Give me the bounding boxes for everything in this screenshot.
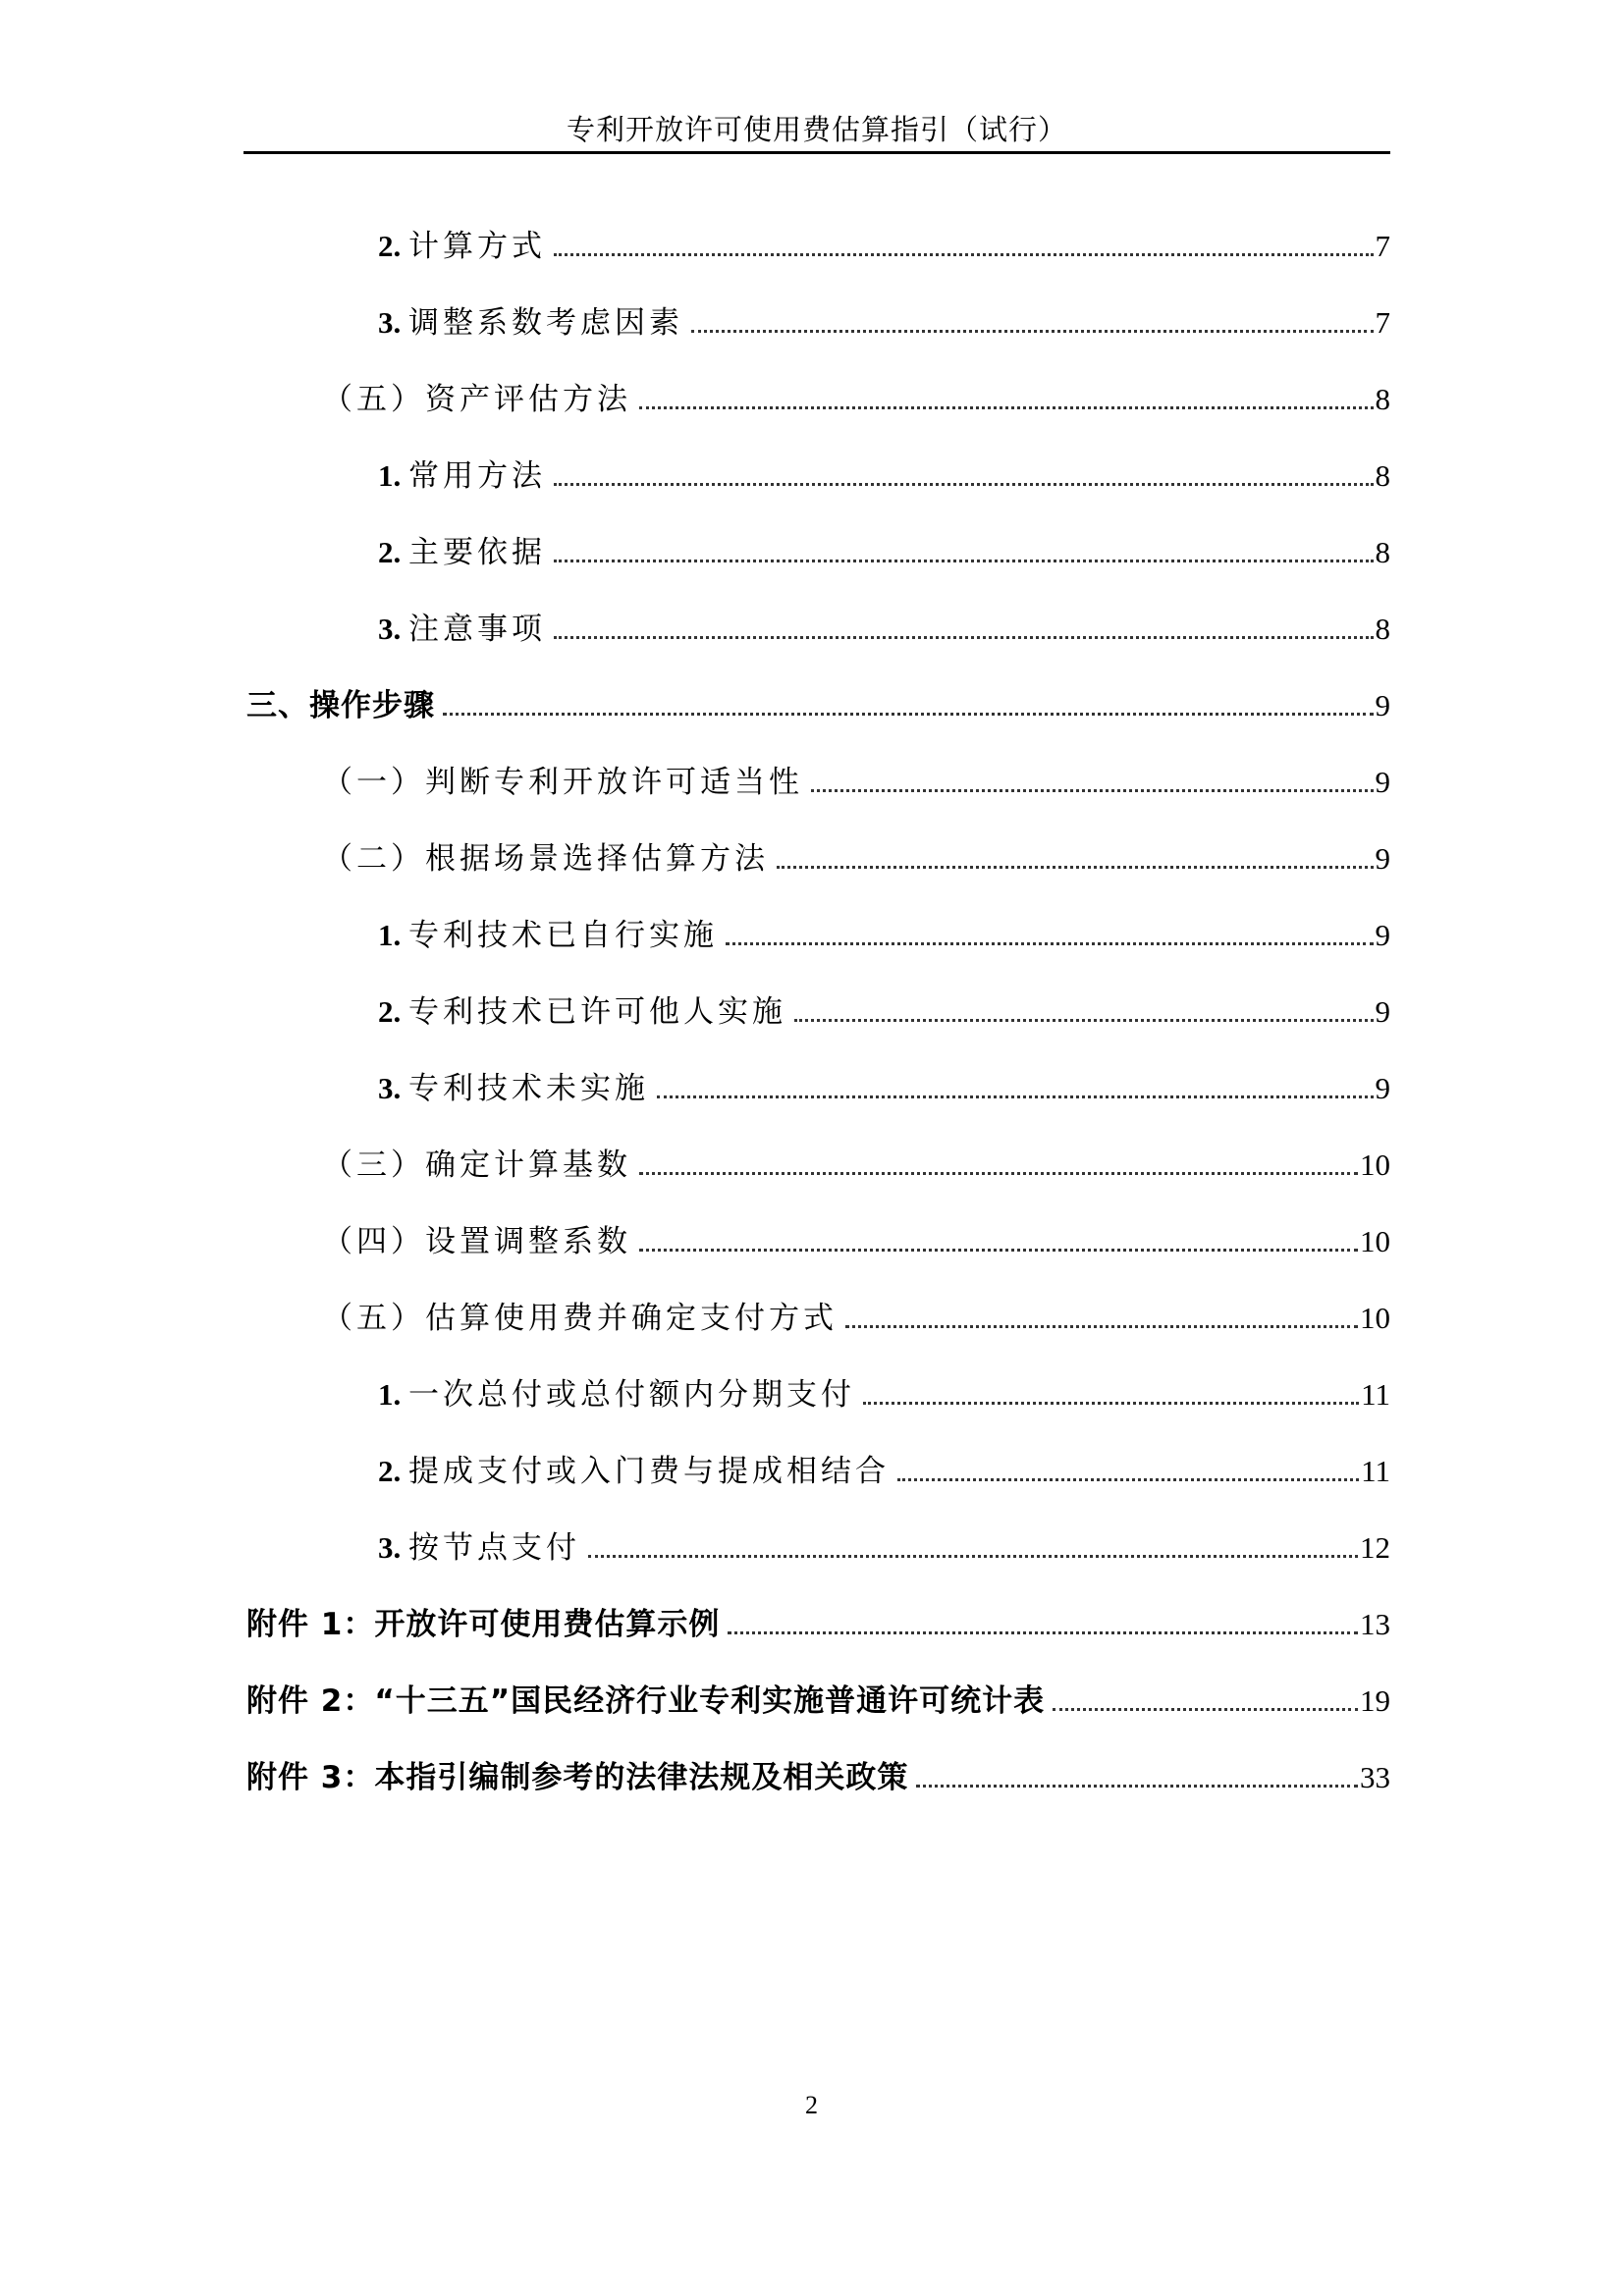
toc-entry-title: （五）资产评估方法 xyxy=(322,382,631,417)
toc-entry-number: 1. xyxy=(378,1377,408,1412)
toc-entry[interactable] xyxy=(322,1142,1390,1189)
toc-entry-title: 主要依据 xyxy=(408,535,546,570)
toc-entry-number: 1. xyxy=(378,458,408,493)
toc-entry-page: 7 xyxy=(1375,229,1390,263)
toc-entry-page: 33 xyxy=(1360,1760,1390,1794)
toc-entry-page: 12 xyxy=(1360,1530,1390,1565)
toc-entry-title: 按节点支付 xyxy=(408,1530,580,1566)
dot-leader xyxy=(1053,1707,1358,1711)
toc-entry-title: 提成支付或入门费与提成相结合 xyxy=(408,1454,890,1489)
toc-entry-number: 3. xyxy=(378,305,408,340)
toc-entry[interactable] xyxy=(246,1678,1390,1725)
toc-entry-title: （五）估算使用费并确定支付方式 xyxy=(322,1301,838,1336)
dot-leader xyxy=(691,329,1374,333)
toc-entry-title: 计算方式 xyxy=(408,229,546,264)
toc-entry-title: 附件 1：开放许可使用费估算示例 xyxy=(246,1607,721,1642)
dot-leader xyxy=(639,405,1374,409)
toc-entry[interactable] xyxy=(378,453,1390,500)
toc-entry-page: 11 xyxy=(1361,1454,1390,1488)
toc-entry[interactable] xyxy=(378,1065,1390,1112)
toc-entry-page: 9 xyxy=(1375,688,1390,722)
dot-leader xyxy=(588,1554,1358,1558)
toc-entry-title: 专利技术已自行实施 xyxy=(408,918,718,953)
toc-entry-number: 3. xyxy=(378,1530,408,1565)
toc-entry-title: 调整系数考虑因素 xyxy=(408,305,683,341)
toc-entry-page: 11 xyxy=(1361,1377,1390,1412)
dot-leader xyxy=(554,559,1374,562)
toc-entry-number: 2. xyxy=(378,229,408,263)
toc-entry-title: 附件 2：“十三五”国民经济行业专利实施普通许可统计表 xyxy=(246,1683,1046,1719)
toc-entry-page: 9 xyxy=(1375,841,1390,876)
toc-entry-title: （四）设置调整系数 xyxy=(322,1224,631,1259)
toc-entry[interactable] xyxy=(378,912,1390,959)
dot-leader xyxy=(845,1324,1358,1328)
toc-entry[interactable] xyxy=(378,223,1390,270)
dot-leader xyxy=(811,788,1374,792)
toc-entry[interactable] xyxy=(322,1218,1390,1265)
toc-entry-page: 9 xyxy=(1375,1071,1390,1105)
toc-entry-page: 8 xyxy=(1375,382,1390,416)
dot-leader xyxy=(794,1018,1374,1022)
toc-entry-number: 2. xyxy=(378,1454,408,1488)
toc-entry-title: （一）判断专利开放许可适当性 xyxy=(322,765,803,800)
toc-entry-page: 9 xyxy=(1375,918,1390,952)
toc-entry[interactable] xyxy=(322,835,1390,882)
toc-entry-page: 7 xyxy=(1375,305,1390,340)
toc-entry[interactable] xyxy=(322,376,1390,423)
dot-leader xyxy=(863,1401,1359,1405)
toc-entry-page: 13 xyxy=(1360,1607,1390,1641)
toc-entry-number: 3. xyxy=(378,612,408,646)
toc-entry[interactable] xyxy=(246,682,1390,729)
toc-entry-title: （三）确定计算基数 xyxy=(322,1148,631,1183)
dot-leader xyxy=(443,712,1374,716)
dot-leader xyxy=(726,941,1374,945)
dot-leader xyxy=(639,1248,1358,1252)
toc-entry-title: （二）根据场景选择估算方法 xyxy=(322,841,769,877)
toc-entry-title: 附件 3：本指引编制参考的法律法规及相关政策 xyxy=(246,1760,909,1795)
toc-entry-page: 8 xyxy=(1375,458,1390,493)
toc-entry[interactable] xyxy=(246,1754,1390,1801)
dot-leader xyxy=(777,865,1374,869)
toc-entry-title: 一次总付或总付额内分期支付 xyxy=(408,1377,855,1413)
toc-entry-page: 8 xyxy=(1375,612,1390,646)
dot-leader xyxy=(897,1477,1359,1481)
toc-entry[interactable] xyxy=(378,606,1390,653)
toc-entry[interactable] xyxy=(378,529,1390,576)
dot-leader xyxy=(554,635,1374,639)
toc-entry[interactable] xyxy=(322,759,1390,806)
toc-entry[interactable] xyxy=(378,299,1390,347)
dot-leader xyxy=(728,1630,1358,1634)
dot-leader xyxy=(554,252,1374,256)
toc-entry-title: 注意事项 xyxy=(408,612,546,647)
toc-entry-number: 2. xyxy=(378,535,408,569)
toc-entry[interactable] xyxy=(378,988,1390,1036)
dot-leader xyxy=(554,482,1374,486)
toc-entry[interactable] xyxy=(378,1371,1390,1418)
toc-entry[interactable] xyxy=(378,1524,1390,1572)
dot-leader xyxy=(639,1171,1358,1175)
toc-entry-page: 10 xyxy=(1360,1224,1390,1258)
toc-entry-number: 1. xyxy=(378,918,408,952)
toc-entry-title: 常用方法 xyxy=(408,458,546,494)
toc-entry-title: 专利技术已许可他人实施 xyxy=(408,994,786,1030)
toc-entry-page: 10 xyxy=(1360,1148,1390,1182)
page-number: 2 xyxy=(805,2091,818,2119)
toc-entry[interactable] xyxy=(322,1295,1390,1342)
toc-entry-page: 9 xyxy=(1375,994,1390,1029)
toc-entry-number: 3. xyxy=(378,1071,408,1105)
toc-entry-title: 专利技术未实施 xyxy=(408,1071,649,1106)
toc-entry-page: 10 xyxy=(1360,1301,1390,1335)
toc-entry-number: 2. xyxy=(378,994,408,1029)
toc-entry[interactable] xyxy=(246,1601,1390,1648)
toc-entry-title: 三、操作步骤 xyxy=(246,688,435,723)
toc-entry-page: 9 xyxy=(1375,765,1390,799)
page-header: 专利开放许可使用费估算指引（试行） xyxy=(566,113,1067,146)
toc-entry-page: 19 xyxy=(1360,1683,1390,1718)
dot-leader xyxy=(657,1095,1374,1098)
toc-entry-page: 8 xyxy=(1375,535,1390,569)
dot-leader xyxy=(916,1784,1358,1788)
toc-entry[interactable] xyxy=(378,1448,1390,1495)
